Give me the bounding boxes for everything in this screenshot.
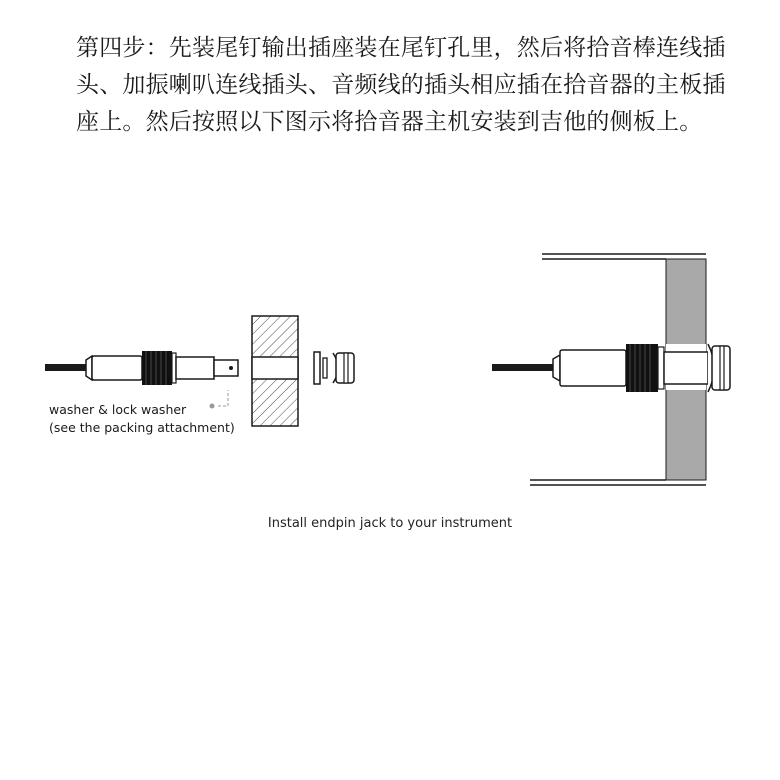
strain-relief-left	[86, 356, 92, 380]
lock-washer	[323, 358, 327, 378]
instruction-text: 第四步：先装尾钉输出插座装在尾钉孔里，然后将拾音棒连线插头、加振喇叭连线插头、音频线的插头相应插在拾音器的主板插座上。然后按照以下图示将拾音器主机安装到吉他的侧板上。	[76, 35, 726, 135]
washer-label-line2: (see the packing attachment)	[49, 420, 235, 435]
endpin-nut	[333, 353, 354, 383]
jack-thread-right	[664, 352, 708, 384]
figure-caption: Install endpin jack to your instrument	[267, 516, 513, 531]
washer-label-leader	[210, 390, 229, 409]
endpin-installation-diagram	[0, 240, 780, 500]
jack-tip-left	[214, 360, 238, 376]
knurled-nut-left	[142, 351, 176, 385]
cable-left	[45, 364, 87, 371]
exploded-view	[45, 316, 354, 435]
endpin-nut-installed	[708, 344, 730, 392]
washer-label-line1: washer & lock washer	[49, 402, 187, 417]
washer	[314, 352, 320, 384]
guitar-side-wall-section	[252, 316, 298, 426]
installed-view	[492, 254, 730, 485]
knurled-nut-right	[626, 344, 664, 392]
jack-barrel-left	[92, 356, 142, 380]
jack-barrel-right	[560, 350, 626, 386]
cable-right	[492, 364, 554, 371]
jack-thread-left	[176, 357, 214, 379]
